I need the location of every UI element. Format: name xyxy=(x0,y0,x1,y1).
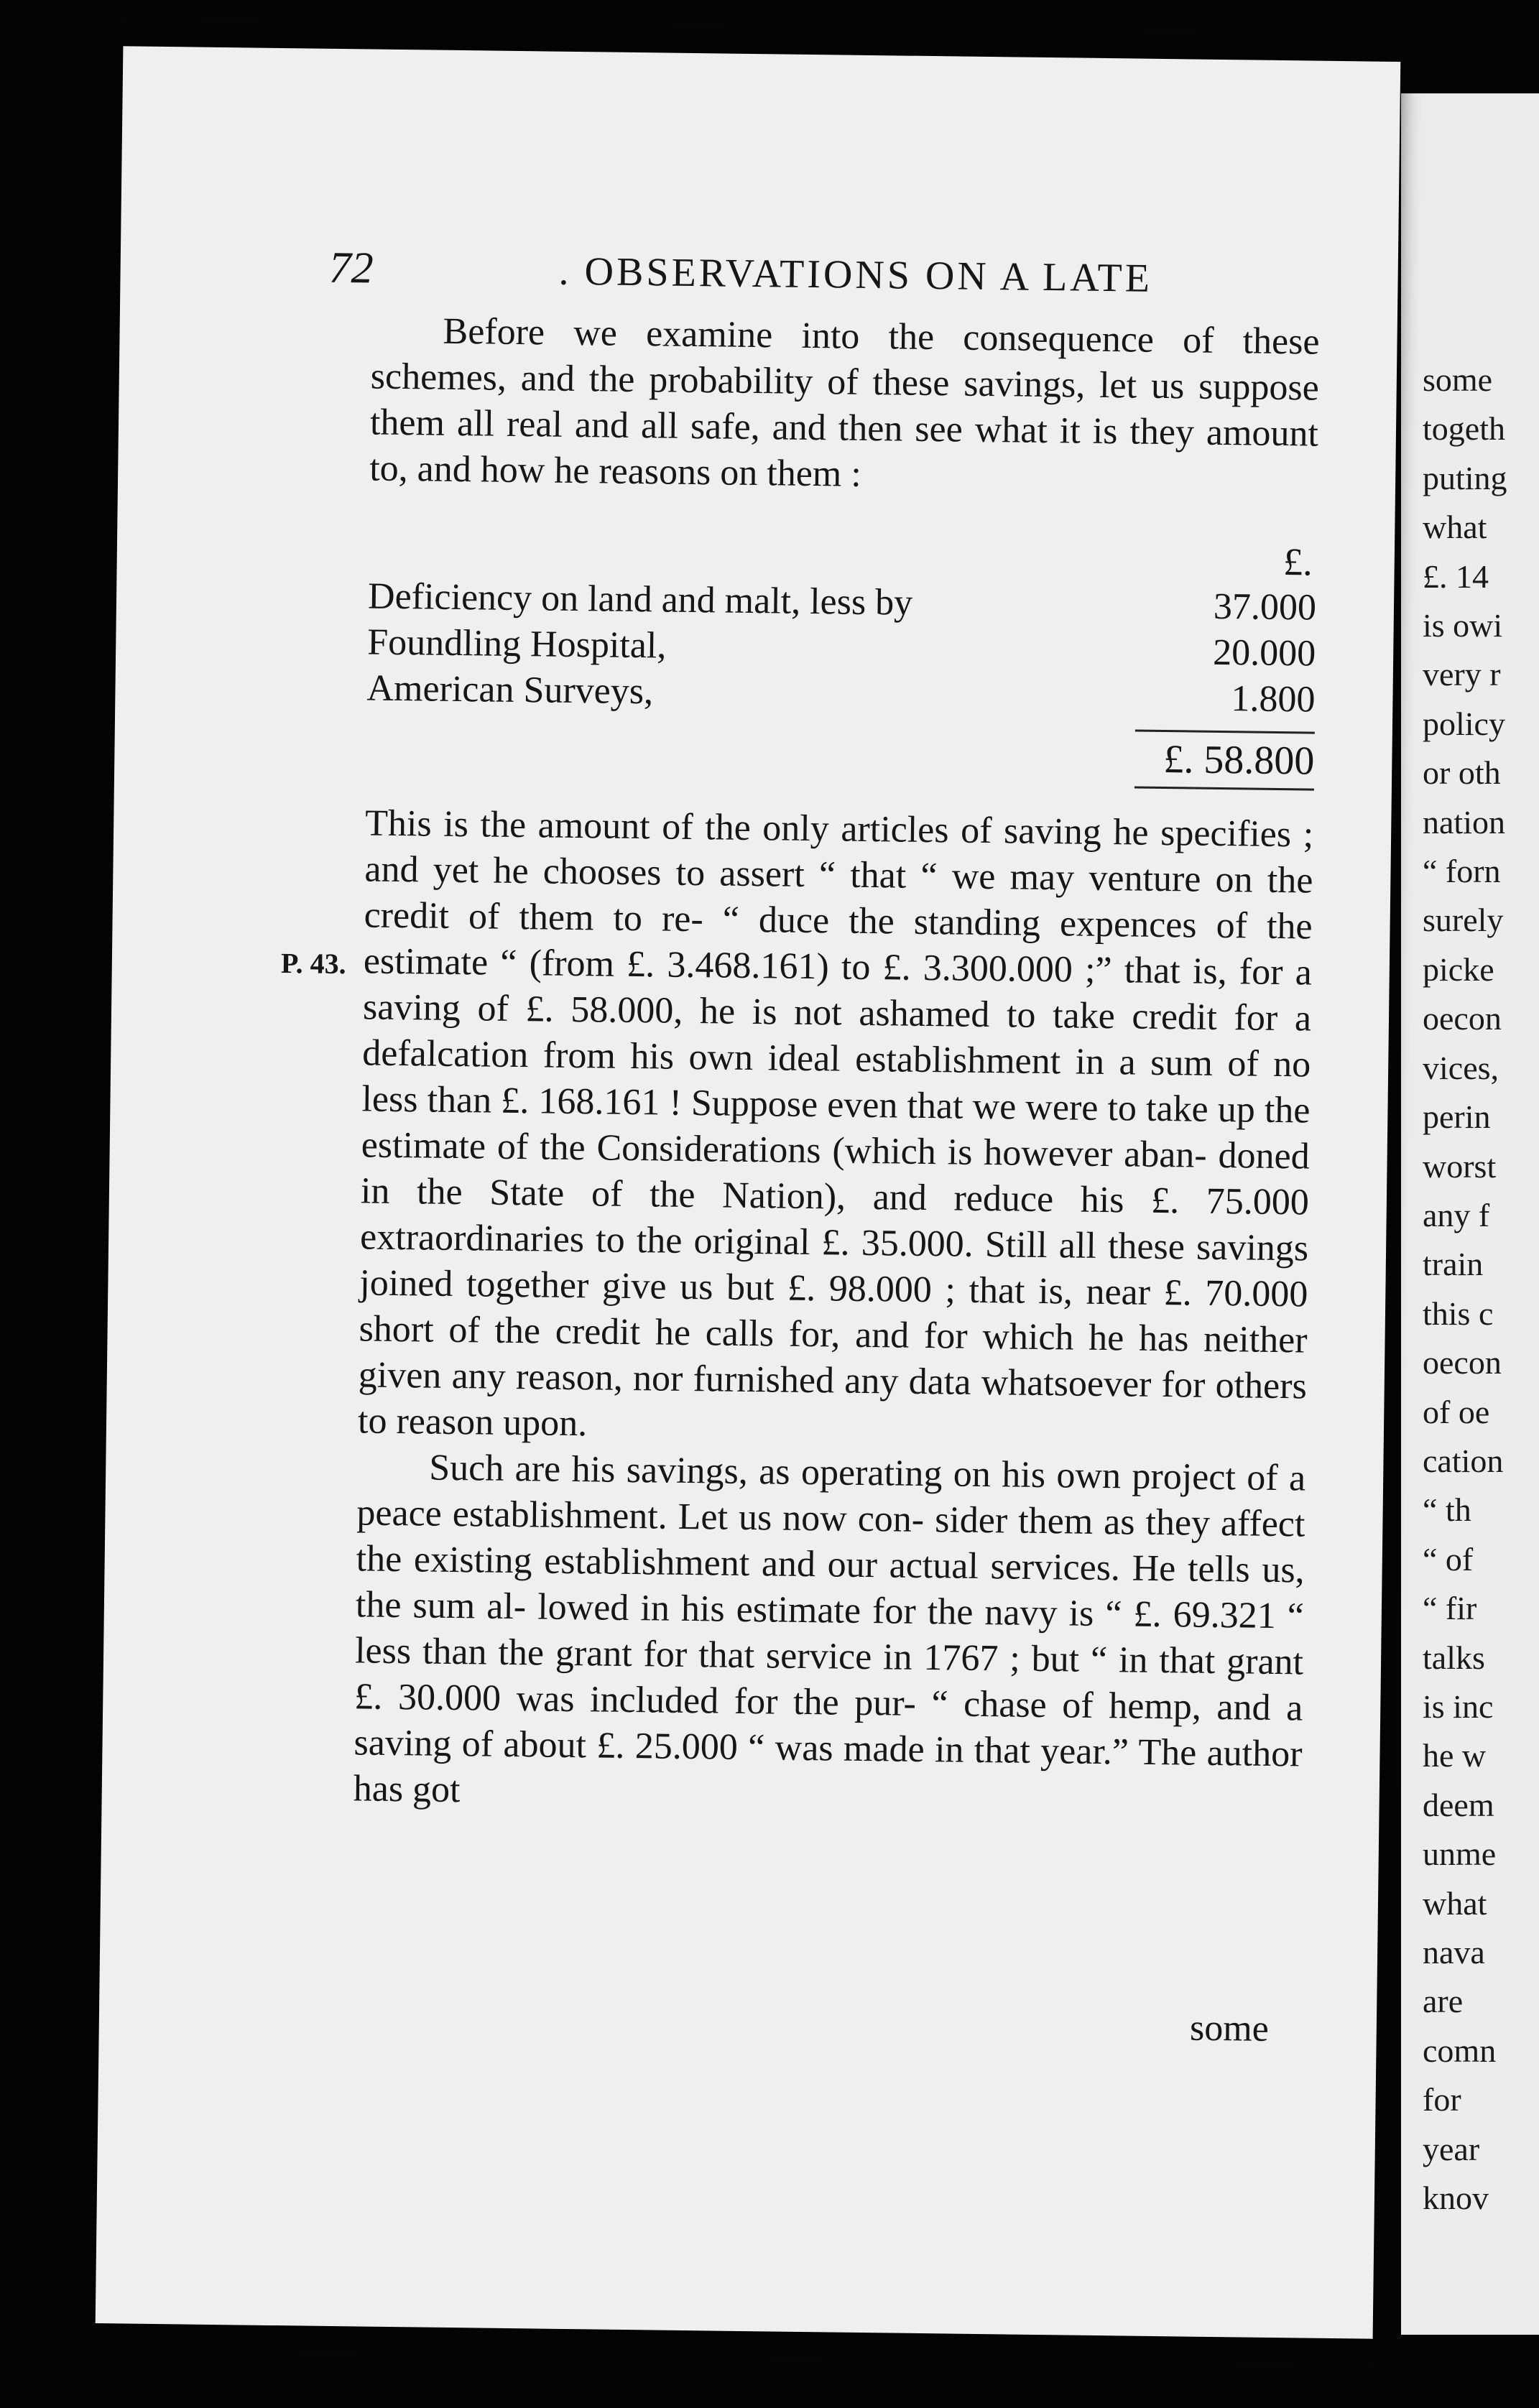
paragraph-3: Such are his savings, as operating on his own project of a peace establishment. Let us now con- sider them as they affect the existing establishment and our actual services. He tells us, the sum al- lowed in his estimate for the navy is “ £. 69.321 “ less than the grant for that service in 1767 ; but “ in that grant £. 30.000 was included for the pur- “ chase of hemp, and a saving of about £. 25.000 “ was made in that year.” The author has got xyxy=(353,1447,1306,1811)
row-amount: 1.800 xyxy=(1231,678,1316,721)
row-label: American Surveys, xyxy=(366,667,654,713)
row-amount: 20.000 xyxy=(1212,631,1316,675)
row-label: Deficiency on land and malt, less by xyxy=(367,575,913,624)
row-label: Foundling Hospital, xyxy=(366,621,667,667)
facing-page xyxy=(1401,93,1539,2335)
running-title: . OBSERVATIONS ON A LATE xyxy=(558,249,1153,301)
running-head xyxy=(328,243,1371,313)
margin-note: P. 43. xyxy=(280,947,346,981)
paragraph-2: This is the amount of the only articles of saving he specifies ; and yet he chooses to assert “ that “ we may venture on the credit of them to re- “ duce the standing expences of the estimate “ (from £. 3.468.161) to £. 3.300.000 ;” that is, for a saving of £. 58.000, he is not ashamed to take credit for a defalcation from his own ideal establishment in a sum of no less than £. 168.161 ! Suppose even that we were to take up the estimate of the Considerations (which is however aban- doned in the State of the Nation), and reduce his £. 75.000 extraordinaries to the original £. 35.000. Still all these savings joined together give us but £. 98.000 ; that is, near £. 70.000 short of the credit he calls for, and for which he has neither given any reason, nor furnished any data whatsoever for others to reason upon. xyxy=(357,802,1314,1445)
catchword: some xyxy=(1189,2007,1270,2050)
page-number: 72 xyxy=(328,243,374,293)
savings-table xyxy=(366,527,1317,790)
book-page xyxy=(96,46,1401,2338)
facing-page-text: some togeth puting what £. 14 is owi very r policy or oth nation “ forn surely picke oecon vices, perin worst any f train this c oecon of oe cation “ th “ of “ fir talks is inc he w deem unme what nava are comn for year knov xyxy=(1423,361,1507,2217)
table-total: £. 58.800 xyxy=(1163,737,1315,784)
row-amount: 37.000 xyxy=(1213,585,1317,629)
body-text xyxy=(353,308,1319,1824)
paragraph-1: Before we examine into the consequence of these schemes, and the probability of these savings, let us suppose them all real and all safe, and then see what it is they amount to, and how he reasons on them : xyxy=(369,310,1320,495)
currency-header: £. xyxy=(1282,540,1313,584)
